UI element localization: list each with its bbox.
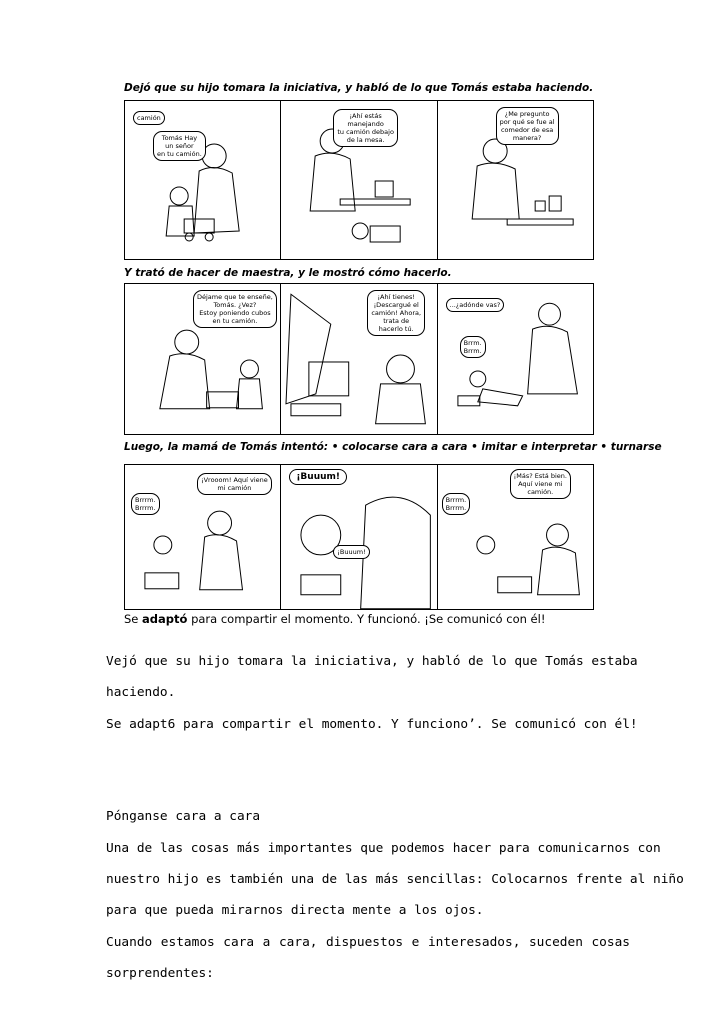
- comic-strip-2: [124, 283, 594, 435]
- comic-caption: [124, 612, 545, 626]
- speech-bubble: Brrm. Brrm.: [460, 336, 486, 358]
- speech-bubble: ¡Ahí tienes! ¡Descargué el camión! Ahora, trata de hacerlo tú.: [367, 290, 425, 336]
- speech-bubble: Déjame que te enseñe, Tomás. ¿Vez? Estoy poniendo cubos en tu camión.: [193, 290, 277, 328]
- paragraph-line: para que pueda mirarnos directa mente a los ojos.: [106, 903, 484, 918]
- speech-bubble: ¡Buuum!: [333, 545, 369, 559]
- comic-strip-1: [124, 100, 594, 260]
- comic-panel-2-3: [438, 284, 593, 434]
- comic-panel-3-2: [281, 465, 437, 609]
- comic-row2-title: Y trató de hacer de maestra, y le mostró cómo hacerlo.: [124, 267, 452, 279]
- comic-strip-3: [124, 464, 594, 610]
- speech-bubble: ¡Vrooom! Aquí viene mi camión: [197, 473, 272, 495]
- speech-bubble: Brrrm. Brrrm.: [131, 493, 160, 515]
- caption-text: para compartir el momento. Y funcionó. ¡Se comunicó con él!: [187, 612, 546, 626]
- speech-bubble: ¡Más? Está bien. Aquí viene mi camión.: [510, 469, 571, 499]
- comic-illustration: [118, 78, 662, 638]
- speech-bubble: ¡Buuum!: [289, 469, 347, 485]
- paragraph-line: sorprendentes:: [106, 966, 214, 981]
- paragraph-line: nuestro hijo es también una de las más sencillas: Colocarnos frente al niño: [106, 872, 684, 887]
- comic-panel-3-1: [125, 465, 281, 609]
- speech-bubble: ¿Me pregunto por qué se fue al comedor de esa manera?: [496, 107, 559, 145]
- paragraph-line: Se adapt6 para compartir el momento. Y funciono’. Se comunicó con él!: [106, 717, 638, 732]
- speech-bubble: ...¿adónde vas?: [446, 298, 505, 312]
- paragraph-line: Cuando estamos cara a cara, dispuestos e interesados, suceden cosas: [106, 935, 630, 950]
- comic-panel-1-2: [281, 101, 437, 259]
- speech-bubble: ¡Ahí estás manejando tu camión debajo de la mesa.: [333, 109, 398, 147]
- speech-bubble: Brrrm. Brrrm.: [442, 493, 471, 515]
- comic-row3-title: Luego, la mamá de Tomás intentó: • colocarse cara a cara • imitar e interpretar • turnarse: [124, 441, 662, 453]
- comic-row1-title: Dejó que su hijo tomara la iniciativa, y habló de lo que Tomás estaba haciendo.: [124, 82, 594, 94]
- paragraph-line: Una de las cosas más importantes que podemos hacer para comunicarnos con: [106, 841, 661, 856]
- close-up-faces-drawing: [281, 465, 436, 609]
- comic-panel-2-2: [281, 284, 437, 434]
- speech-bubble: Tomás Hay un señor en tu camión.: [153, 131, 206, 161]
- caption-bold-word: adaptó: [142, 612, 188, 626]
- comic-panel-1-1: [125, 101, 281, 259]
- paragraph-line: haciendo.: [106, 685, 176, 700]
- paragraph-line: Vejó que su hijo tomara la iniciativa, y habló de lo que Tomás estaba: [106, 654, 638, 669]
- comic-panel-2-1: [125, 284, 281, 434]
- section-heading: Pónganse cara a cara: [106, 809, 261, 824]
- comic-panel-3-3: [438, 465, 593, 609]
- caption-text: Se: [124, 612, 143, 626]
- speech-bubble: camión: [133, 111, 165, 125]
- comic-panel-1-3: [438, 101, 593, 259]
